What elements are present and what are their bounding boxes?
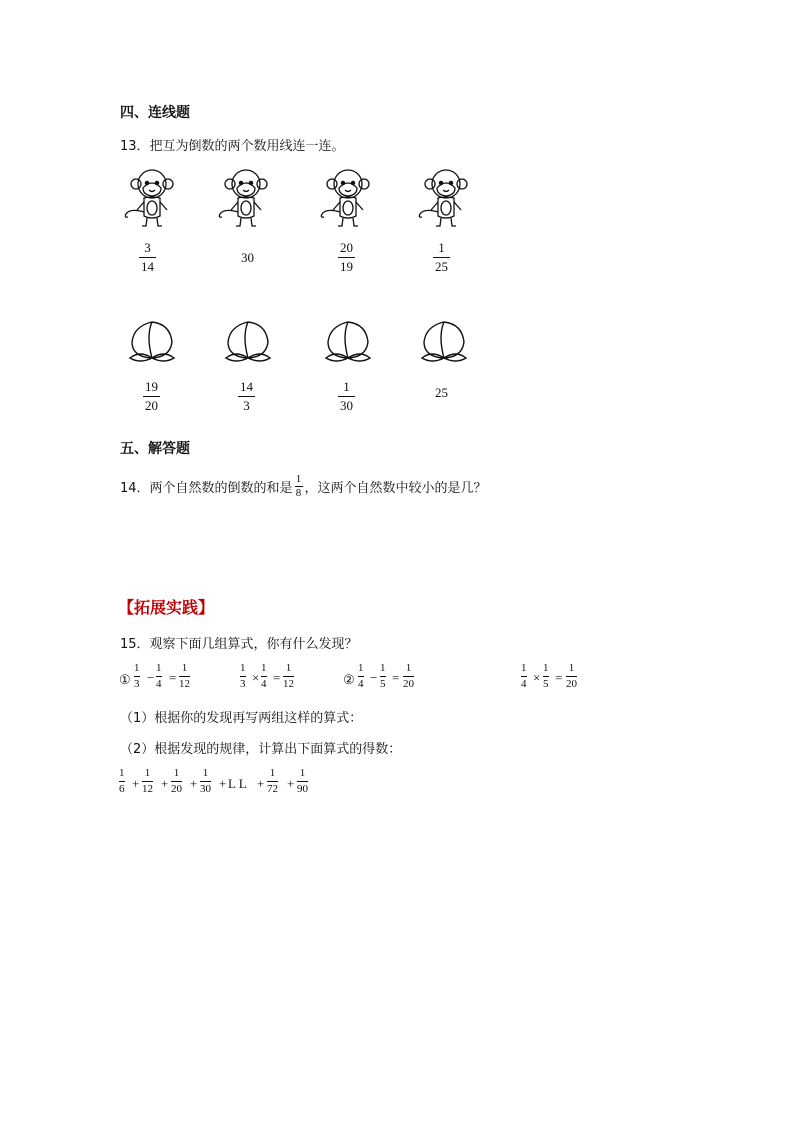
numerator: 1 bbox=[285, 662, 292, 674]
eq1-equals: = bbox=[169, 670, 177, 685]
denominator: 30 bbox=[200, 783, 211, 795]
section-heading-5: 五、解答题 bbox=[120, 441, 190, 457]
denominator: 20 bbox=[171, 783, 182, 795]
denominator: 72 bbox=[267, 783, 278, 795]
monkey-icon bbox=[216, 166, 272, 228]
fraction-bar bbox=[171, 781, 182, 782]
denominator: 12 bbox=[142, 783, 153, 795]
series-term-6 bbox=[297, 767, 308, 795]
fraction-bar bbox=[179, 676, 190, 677]
eq1-result bbox=[179, 662, 190, 690]
peach-icon bbox=[222, 318, 274, 364]
denominator: 4 bbox=[521, 678, 527, 690]
question-13-text: 13．把互为倒数的两个数用线连一连。 bbox=[120, 139, 345, 154]
fraction-bar bbox=[142, 781, 153, 782]
plus-sign: + bbox=[219, 776, 227, 791]
numerator: 1 bbox=[358, 662, 364, 674]
monkey-label-4[interactable] bbox=[433, 240, 450, 274]
monkey-label-3[interactable] bbox=[338, 240, 355, 274]
fraction-bar bbox=[238, 396, 255, 397]
denominator: 25 bbox=[435, 259, 448, 274]
monkey-label-2[interactable]: 30 bbox=[241, 250, 254, 265]
numerator: 1 bbox=[299, 767, 306, 779]
extension-heading: 【拓展实践】 bbox=[118, 598, 215, 617]
peach-label-1[interactable] bbox=[143, 379, 160, 413]
fraction-bar bbox=[261, 676, 267, 677]
question-14-prefix: 14．两个自然数的倒数的和是 bbox=[120, 481, 293, 496]
numerator: 20 bbox=[340, 240, 353, 255]
denominator: 8 bbox=[295, 487, 302, 499]
denominator: 3 bbox=[243, 398, 250, 413]
series-term-2 bbox=[142, 767, 153, 795]
monkey-icon bbox=[416, 166, 472, 228]
series-term-1 bbox=[119, 767, 125, 795]
fraction-bar bbox=[358, 676, 364, 677]
plus-sign: + bbox=[161, 776, 169, 791]
eq2-result bbox=[283, 662, 294, 690]
series-term-3 bbox=[171, 767, 182, 795]
peach-icon bbox=[418, 318, 470, 364]
numerator: 1 bbox=[144, 767, 151, 779]
eq2-a bbox=[240, 662, 246, 690]
fraction-bar bbox=[156, 676, 162, 677]
fraction-bar bbox=[297, 781, 308, 782]
eq2-operator: × bbox=[252, 670, 260, 685]
series-term-4 bbox=[200, 767, 211, 795]
group-marker-1: ① bbox=[119, 672, 131, 687]
monkey-icon bbox=[318, 166, 374, 228]
section-heading-4: 四、连线题 bbox=[120, 105, 190, 121]
peach-label-2[interactable] bbox=[238, 379, 255, 413]
numerator: 1 bbox=[568, 662, 575, 674]
eq2-b bbox=[261, 662, 267, 690]
eq3-operator: − bbox=[370, 670, 378, 685]
eq1-a bbox=[134, 662, 140, 690]
series-term-5 bbox=[267, 767, 278, 795]
numerator: 1 bbox=[261, 662, 267, 674]
numerator: 1 bbox=[521, 662, 527, 674]
fraction-bar bbox=[119, 781, 125, 782]
eq3-equals: = bbox=[392, 670, 400, 685]
fraction-bar bbox=[134, 676, 140, 677]
fraction-bar bbox=[338, 396, 355, 397]
question-14-suffix: ，这两个自然数中较小的是几？ bbox=[304, 481, 487, 496]
numerator: 1 bbox=[134, 662, 140, 674]
numerator: 1 bbox=[156, 662, 162, 674]
denominator: 14 bbox=[141, 259, 154, 274]
plus-sign: + bbox=[287, 776, 295, 791]
eq4-result bbox=[566, 662, 577, 690]
numerator: 1 bbox=[380, 662, 386, 674]
numerator: 1 bbox=[269, 767, 276, 779]
numerator: 1 bbox=[295, 473, 302, 485]
denominator: 20 bbox=[145, 398, 158, 413]
peach-icon bbox=[322, 318, 374, 364]
numerator: 1 bbox=[543, 662, 549, 674]
eq3-result bbox=[403, 662, 414, 690]
eq3-b bbox=[380, 662, 386, 690]
sub-question-2: （2）根据发现的规律，计算出下面算式的得数： bbox=[120, 742, 402, 757]
fraction-bar bbox=[433, 257, 450, 258]
peach-label-3[interactable] bbox=[338, 379, 355, 413]
fraction-bar bbox=[338, 257, 355, 258]
denominator: 6 bbox=[119, 783, 125, 795]
fraction-bar bbox=[267, 781, 278, 782]
fraction-bar bbox=[283, 676, 294, 677]
numerator: 1 bbox=[181, 662, 188, 674]
plus-sign: + bbox=[132, 776, 140, 791]
fraction-bar bbox=[380, 676, 386, 677]
monkey-label-1[interactable] bbox=[139, 240, 156, 274]
denominator: 12 bbox=[283, 678, 294, 690]
fraction-bar bbox=[200, 781, 211, 782]
eq1-operator: − bbox=[147, 670, 155, 685]
eq4-a bbox=[521, 662, 527, 690]
fraction-bar bbox=[403, 676, 414, 677]
eq1-b bbox=[156, 662, 162, 690]
eq4-operator: × bbox=[533, 670, 541, 685]
question-14 bbox=[120, 474, 487, 499]
numerator: 1 bbox=[173, 767, 180, 779]
plus-sign: + bbox=[257, 776, 265, 791]
eq2-equals: = bbox=[273, 670, 281, 685]
fraction-bar bbox=[566, 676, 577, 677]
numerator: 1 bbox=[438, 240, 445, 255]
numerator: 1 bbox=[202, 767, 209, 779]
denominator: 4 bbox=[156, 678, 162, 690]
question-15-text: 15．观察下面几组算式，你有什么发现？ bbox=[120, 637, 358, 652]
numerator: 1 bbox=[240, 662, 246, 674]
denominator: 5 bbox=[380, 678, 386, 690]
eq4-b bbox=[543, 662, 549, 690]
eq3-a bbox=[358, 662, 364, 690]
numerator: 1 bbox=[343, 379, 350, 394]
denominator: 3 bbox=[240, 678, 246, 690]
sub-question-1: （1）根据你的发现再写两组这样的算式： bbox=[120, 711, 363, 726]
denominator: 4 bbox=[358, 678, 364, 690]
denominator: 3 bbox=[134, 678, 140, 690]
fraction-bar bbox=[240, 676, 246, 677]
eq4-equals: = bbox=[555, 670, 563, 685]
numerator: 1 bbox=[119, 767, 125, 779]
monkey-icon bbox=[122, 166, 178, 228]
numerator: 3 bbox=[144, 240, 151, 255]
numerator: 14 bbox=[240, 379, 253, 394]
denominator: 12 bbox=[179, 678, 190, 690]
ellipsis: L L bbox=[228, 776, 247, 791]
denominator: 30 bbox=[340, 398, 353, 413]
numerator: 19 bbox=[145, 379, 158, 394]
peach-label-4[interactable]: 25 bbox=[435, 385, 448, 400]
denominator: 20 bbox=[403, 678, 414, 690]
numerator: 1 bbox=[405, 662, 412, 674]
denominator: 90 bbox=[297, 783, 308, 795]
denominator: 20 bbox=[566, 678, 577, 690]
plus-sign: + bbox=[190, 776, 198, 791]
peach-icon bbox=[126, 318, 178, 364]
fraction-bar bbox=[543, 676, 549, 677]
group-marker-2: ② bbox=[343, 672, 355, 687]
denominator: 4 bbox=[261, 678, 267, 690]
denominator: 19 bbox=[340, 259, 353, 274]
fraction-bar bbox=[521, 676, 527, 677]
denominator: 5 bbox=[543, 678, 549, 690]
fraction-bar bbox=[139, 257, 156, 258]
fraction-bar bbox=[143, 396, 160, 397]
question-14-fraction bbox=[295, 474, 303, 499]
